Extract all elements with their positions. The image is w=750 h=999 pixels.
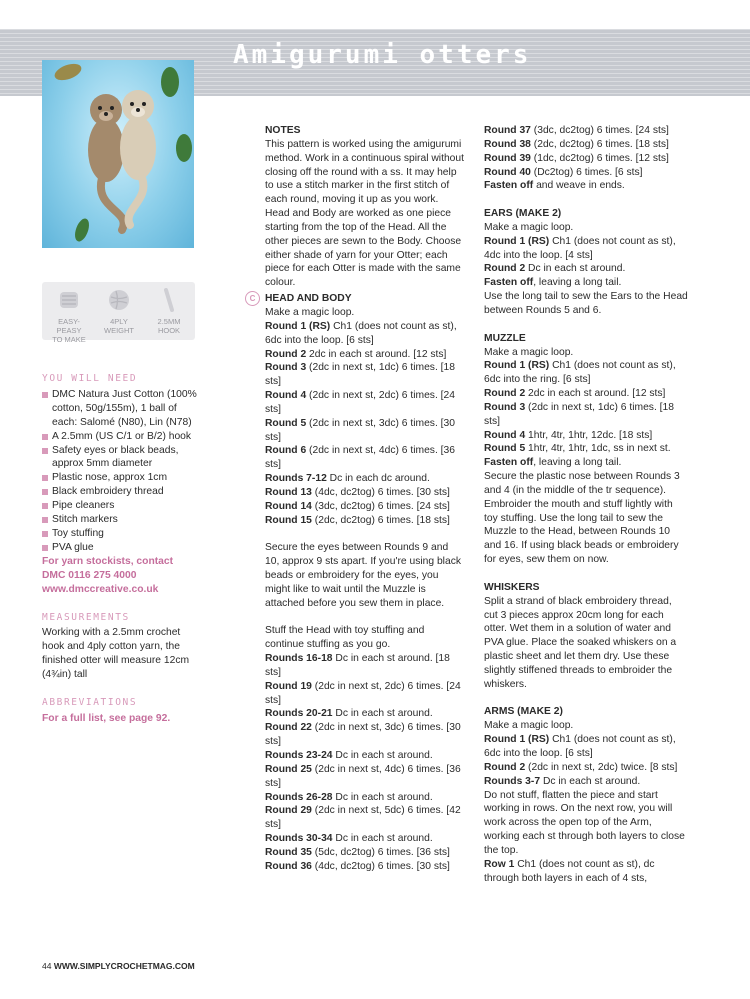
muzzle-heading: MUZZLE: [484, 332, 526, 344]
round-line: [265, 320, 465, 348]
ears-outro: Use the long tail to sew the Ears to the Head between Rounds 5 and 6.: [484, 291, 688, 316]
round-instruction: (4dc, dc2tog) 6 times. [30 sts]: [311, 860, 450, 872]
round-line: [484, 235, 688, 263]
round-line: [484, 138, 688, 152]
round-label: Round 36: [265, 860, 312, 872]
round-label: Round 1 (RS): [484, 360, 550, 372]
round-line: [484, 442, 688, 470]
round-instruction: 2dc in each st around. [12 sts]: [525, 388, 666, 400]
hook-label-line2: HOOK: [157, 326, 181, 335]
round-line: [484, 276, 688, 290]
round-label: Round 40: [484, 166, 531, 178]
round-instruction: Ch1 (does not count as st), 6dc into the loop. [6 sts]: [484, 734, 676, 759]
abbreviations-text: For a full list, see page 92.: [42, 712, 171, 724]
round-line: [484, 775, 688, 789]
round-instruction: Ch1 (does not count as st), 6dc into the ring. [6 sts]: [484, 360, 676, 386]
materials-list: [42, 388, 202, 555]
you-will-need-heading: YOU WILL NEED: [42, 373, 138, 384]
round-line: [265, 348, 465, 362]
round-label: Round 3: [265, 362, 307, 374]
head-and-body-heading-text: HEAD AND BODY: [265, 293, 352, 305]
round-instruction: (2dc in next st, 2dc) 6 times. [24 sts]: [265, 390, 455, 415]
round-line: [484, 166, 688, 180]
pattern-column-1: [249, 124, 465, 874]
muzzle-outro: Secure the plastic nose between Rounds 3 and 4 (in the middle of the tr sequence). Embroider the mouth and stuff lightly with toy stuffing. Use the long tail to sew the Muzzle to the Head, between Rounds 10 and 16. If using black beads or embroidery for eyes, sew them on now.: [484, 471, 680, 566]
weight-label-line2: WEIGHT: [104, 326, 134, 335]
page-title: Amigurumi otters: [233, 40, 532, 70]
round-instruction: Dc in each st around. [18 sts]: [265, 653, 450, 678]
round-label: Row 1: [484, 858, 515, 870]
round-label: Rounds 20-21: [265, 708, 333, 720]
round-line: [484, 401, 688, 429]
round-label: Round 6: [265, 445, 307, 457]
round-label: Round 2: [265, 348, 307, 360]
arms-outro: Do not stuff, flatten the piece and start working in rows. On the next row, you will work across the open top of the Arm, working each st through both layers to close the top.: [484, 789, 685, 856]
whiskers-heading: WHISKERS: [484, 581, 540, 593]
round-label: Round 5: [484, 443, 526, 455]
round-label: Round 25: [265, 763, 312, 775]
round-label: Round 1 (RS): [484, 235, 550, 247]
round-label: Round 4: [265, 390, 307, 402]
round-label: Round 3: [484, 401, 526, 413]
round-label: Round 2: [484, 761, 526, 773]
stockists-line1: For yarn stockists, contact: [42, 555, 174, 567]
difficulty-info: [48, 288, 90, 344]
round-line: [265, 763, 465, 791]
round-label: Round 19: [265, 680, 312, 692]
crochet-hook-icon: [157, 288, 181, 312]
round-instruction: (2dc in next st, 2dc) 6 times. [24 sts]: [265, 680, 461, 706]
round-label: Round 14: [265, 500, 312, 512]
round-line: [265, 389, 465, 417]
round-instruction: (Dc2tog) 6 times. [6 sts]: [530, 166, 643, 178]
round-line: [265, 472, 465, 486]
round-label: Round 22: [265, 722, 312, 734]
round-label: Rounds 26-28: [265, 791, 333, 803]
stockists-line2: DMC 0116 275 4000: [42, 569, 137, 581]
yarn-ball-icon: [107, 288, 131, 312]
list-item: DMC Natura Just Cotton (100% cotton, 50g/155m), 1 ball of each: Salomé (N80), Lin (N78): [42, 388, 202, 430]
yarn-skein-icon: [57, 288, 81, 312]
round-instruction: 2dc in each st around. [12 sts]: [306, 348, 447, 360]
round-line: [265, 860, 465, 874]
round-instruction: (2dc in next st, 5dc) 6 times. [42 sts]: [265, 805, 461, 831]
arms-intro: Make a magic loop.: [484, 720, 574, 732]
measurements-heading: MEASUREMENTS: [42, 611, 130, 623]
page-footer: [42, 961, 195, 971]
round-instruction: (2dc, dc2tog) 6 times. [18 sts]: [530, 138, 669, 150]
footer-site-link[interactable]: WWW.SIMPLYCROCHETMAG.COM: [53, 961, 195, 971]
round-instruction: , leaving a long tail.: [533, 277, 622, 289]
round-instruction: 1htr, 4tr, 1htr, 12dc. [18 sts]: [525, 429, 653, 441]
round-label: Fasten off: [484, 457, 534, 469]
page-number: 44: [42, 961, 52, 971]
round-instruction: (2dc, dc2tog) 6 times. [18 sts]: [311, 514, 450, 526]
round-label: Rounds 30-34: [265, 833, 333, 845]
round-instruction: , leaving a long tail.: [533, 457, 622, 469]
head-intro: Make a magic loop.: [265, 306, 355, 318]
round-instruction: (2dc in next st, 4dc) 6 times. [36 sts]: [265, 445, 455, 471]
round-line: [484, 387, 688, 401]
round-line: [484, 124, 688, 138]
round-label: Round 1 (RS): [265, 320, 331, 332]
round-instruction: Dc in each st around.: [332, 749, 433, 761]
list-item: A 2.5mm (US C/1 or B/2) hook: [42, 430, 202, 444]
ears-intro: Make a magic loop.: [484, 221, 574, 233]
round-line: [265, 791, 465, 805]
whiskers-text: Split a strand of black embroidery thread, cut 3 pieces approx 20cm long for each otter. Wet them in a solution of water and PVA glue. Place the soaked whiskers on a plastic sheet and let them dry. Use these slightly stiffened threads to embroider the whiskers.: [484, 595, 677, 690]
round-label: Round 15: [265, 514, 312, 526]
round-line: [484, 359, 688, 387]
notes-text: This pattern is worked using the amigurumi method. Work in a continuous spiral without closing off the round with a ss. It may help to use a stitch marker in the first stitch of each round, moving it up as you work. Head and Body are worked as one piece starting from the top of the Head. All the other pieces are sewn to the Body. Choose either shade of yarn for your Otter; each piece for each Otter is made with the same colour.: [265, 138, 464, 289]
round-line: [484, 858, 688, 886]
round-label: Round 35: [265, 846, 312, 858]
round-line: [265, 652, 465, 680]
round-line: [265, 707, 465, 721]
list-item: PVA glue: [42, 541, 202, 555]
list-item: Stitch markers: [42, 513, 202, 527]
round-label: Round 13: [265, 486, 312, 498]
round-instruction: (4dc, dc2tog) 6 times. [30 sts]: [311, 486, 450, 498]
round-label: Round 38: [484, 138, 531, 150]
round-label: Round 29: [265, 805, 312, 817]
difficulty-label-line1: EASY-PEASY: [56, 317, 82, 335]
sidebar: [42, 372, 202, 726]
round-instruction: (2dc in next st, 1dc) 6 times. [18 sts]: [265, 362, 455, 388]
difficulty-label-line2: TO MAKE: [52, 335, 86, 344]
muzzle-intro: Make a magic loop.: [484, 346, 574, 358]
list-item: Black embroidery thread: [42, 485, 202, 499]
round-instruction: (3dc, dc2tog) 6 times. [24 sts]: [311, 500, 450, 512]
round-instruction: Ch1 (does not count as st), 6dc into the loop. [6 sts]: [265, 320, 457, 346]
stuff-text: Stuff the Head with toy stuffing and continue stuffing as you go.: [265, 625, 425, 651]
round-instruction: and weave in ends.: [533, 180, 625, 192]
arms-heading: ARMS (MAKE 2): [484, 706, 563, 718]
pattern-info-icons: [42, 282, 195, 344]
head-and-body-heading: [249, 292, 465, 306]
round-line: [484, 733, 688, 761]
round-line: [265, 721, 465, 749]
round-line: [265, 514, 465, 528]
round-line: [484, 429, 688, 443]
section-c-marker: C: [245, 291, 260, 306]
round-line: [265, 832, 465, 846]
round-label: Rounds 7-12: [265, 473, 327, 485]
weight-info: [98, 288, 140, 335]
round-label: Round 37: [484, 125, 531, 136]
round-line: [265, 804, 465, 832]
list-item: Safety eyes or black beads, approx 5mm diameter: [42, 444, 202, 472]
round-line: [265, 680, 465, 708]
hook-info: [148, 288, 190, 335]
stockists-link[interactable]: www.dmccreative.co.uk: [42, 583, 159, 595]
round-instruction: (3dc, dc2tog) 6 times. [24 sts]: [530, 125, 669, 136]
round-label: Round 39: [484, 152, 531, 164]
round-label: Round 2: [484, 388, 526, 400]
round-line: [484, 262, 688, 276]
round-label: Fasten off: [484, 277, 534, 289]
round-line: [484, 152, 688, 166]
round-line: [265, 444, 465, 472]
round-instruction: Dc in each st around.: [525, 263, 626, 275]
round-line: [484, 761, 688, 775]
round-instruction: Dc in each st around.: [332, 708, 433, 720]
round-instruction: Dc in each dc around.: [326, 473, 430, 485]
round-label: Rounds 23-24: [265, 749, 333, 761]
hook-label-line1: 2.5MM: [157, 317, 181, 326]
round-instruction: (2dc in next st, 1dc) 6 times. [18 sts]: [484, 401, 674, 427]
round-instruction: (1dc, dc2tog) 6 times. [12 sts]: [530, 152, 669, 164]
round-line: [265, 417, 465, 445]
round-label: Round 4: [484, 429, 526, 441]
round-line: [484, 179, 688, 193]
measurements-text: Working with a 2.5mm crochet hook and 4ply cotton yarn, the finished otter will measure 12cm (4¾in) tall: [42, 627, 190, 681]
round-label: Round 1 (RS): [484, 734, 550, 746]
notes-heading: NOTES: [265, 125, 301, 136]
pattern-column-2: [484, 124, 688, 885]
round-instruction: Ch1 (does not count as st), 4dc into the loop. [4 sts]: [484, 235, 676, 261]
round-instruction: (2dc in next st, 3dc) 6 times. [30 sts]: [265, 722, 461, 748]
list-item: Pipe cleaners: [42, 499, 202, 513]
round-line: [265, 361, 465, 389]
round-instruction: Dc in each st around.: [332, 791, 433, 803]
round-instruction: (2dc in next st, 2dc) twice. [8 sts]: [525, 761, 678, 773]
round-line: [265, 846, 465, 860]
round-label: Round 2: [484, 263, 526, 275]
list-item: Toy stuffing: [42, 527, 202, 541]
otters-photo: [42, 60, 194, 248]
list-item: Plastic nose, approx 1cm: [42, 471, 202, 485]
round-label: Rounds 16-18: [265, 653, 333, 665]
round-instruction: (2dc in next st, 4dc) 6 times. [36 sts]: [265, 763, 461, 789]
abbreviations-heading: ABBREVIATIONS: [42, 697, 138, 709]
round-line: [265, 500, 465, 514]
ears-heading: EARS (MAKE 2): [484, 208, 562, 220]
round-label: Fasten off: [484, 180, 534, 192]
round-instruction: Dc in each st around.: [332, 833, 433, 845]
round-instruction: (2dc in next st, 3dc) 6 times. [30 sts]: [265, 417, 455, 443]
otters-illustration: [42, 60, 194, 248]
round-label: Rounds 3-7: [484, 775, 541, 787]
round-instruction: (5dc, dc2tog) 6 times. [36 sts]: [311, 846, 450, 858]
round-label: Round 5: [265, 417, 307, 429]
round-line: [265, 749, 465, 763]
round-instruction: Dc in each st around.: [540, 775, 641, 787]
round-instruction: Ch1 (does not count as st), dc through both layers in each of 4 sts,: [484, 858, 655, 884]
weight-label-line1: 4PLY: [110, 317, 128, 326]
eyes-text: Secure the eyes between Rounds 9 and 10, approx 9 sts apart. If you're using black beads or embroidery for the eyes, you might like to wait until the Muzzle is attached before you sew them in place.: [265, 542, 461, 609]
round-line: [265, 486, 465, 500]
round-instruction: 1htr, 4tr, 1htr, 1dc, ss in next st.: [525, 443, 671, 455]
